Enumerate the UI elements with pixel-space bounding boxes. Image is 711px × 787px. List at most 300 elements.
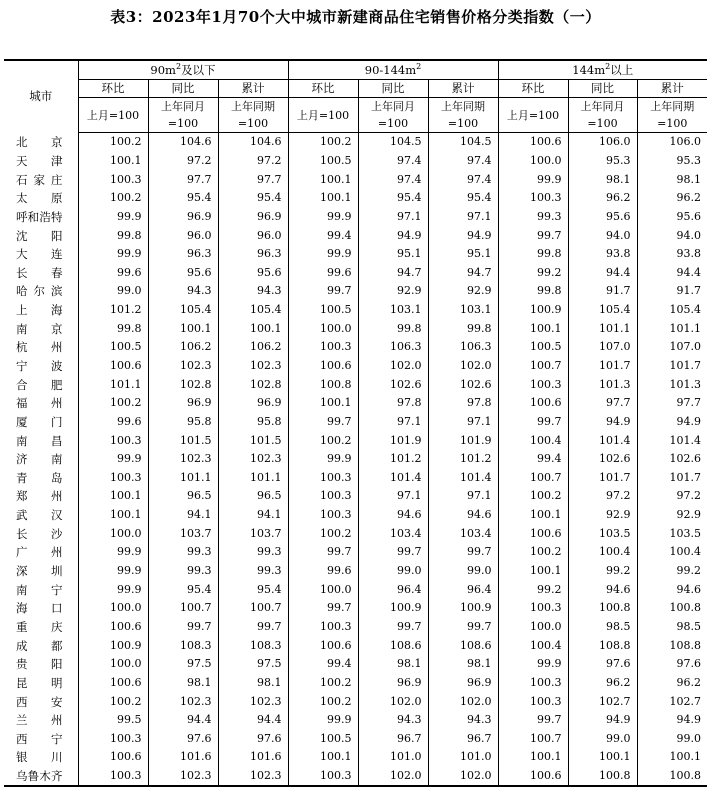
index-value: 100.4	[568, 543, 637, 562]
index-value: 98.1	[637, 170, 707, 189]
index-value: 102.0	[428, 692, 498, 711]
table-row	[4, 357, 707, 376]
table-row	[4, 767, 707, 787]
index-value: 102.3	[148, 357, 218, 376]
city-name: 天津	[4, 152, 78, 171]
index-value: 99.9	[78, 562, 148, 581]
index-value: 99.0	[358, 562, 428, 581]
index-value: 99.7	[288, 599, 358, 618]
table-row	[4, 655, 707, 674]
table-row	[4, 301, 707, 320]
index-value: 97.2	[637, 487, 707, 506]
index-value: 100.1	[78, 506, 148, 525]
city-name: 大连	[4, 245, 78, 264]
index-value: 96.7	[428, 730, 498, 749]
index-value: 91.7	[568, 282, 637, 301]
index-value: 101.0	[428, 748, 498, 767]
index-value: 97.7	[637, 394, 707, 413]
index-value: 108.6	[358, 636, 428, 655]
group-header-large: $144m^2$以上	[498, 60, 707, 80]
index-value: 95.6	[218, 263, 288, 282]
index-value: 100.6	[78, 748, 148, 767]
base-label-yoy: 上年同月=100	[568, 98, 637, 133]
index-value: 94.4	[637, 263, 707, 282]
table-row	[4, 618, 707, 637]
index-value: 92.9	[568, 506, 637, 525]
index-value: 100.1	[498, 506, 568, 525]
city-name: 贵阳	[4, 655, 78, 674]
city-name: 西安	[4, 692, 78, 711]
index-value: 103.7	[148, 524, 218, 543]
index-value: 95.4	[218, 189, 288, 208]
index-value: 99.7	[288, 282, 358, 301]
base-label-cumulative: 上年同期=100	[637, 98, 707, 133]
index-value: 100.1	[637, 748, 707, 767]
index-value: 100.2	[498, 487, 568, 506]
index-value: 96.0	[148, 226, 218, 245]
index-value: 96.9	[148, 394, 218, 413]
index-value: 99.7	[288, 413, 358, 432]
index-value: 98.1	[218, 674, 288, 693]
index-value: 102.8	[148, 375, 218, 394]
index-value: 99.7	[358, 618, 428, 637]
index-value: 100.5	[288, 301, 358, 320]
index-value: 100.4	[498, 431, 568, 450]
index-value: 99.9	[288, 245, 358, 264]
index-value: 100.6	[498, 133, 568, 152]
index-value: 100.3	[288, 506, 358, 525]
index-value: 100.1	[498, 562, 568, 581]
index-value: 94.6	[637, 580, 707, 599]
index-value: 100.3	[288, 487, 358, 506]
index-value: 102.7	[637, 692, 707, 711]
index-value: 100.1	[288, 170, 358, 189]
subheader-mom: 环比	[78, 80, 148, 98]
base-label-yoy: 上年同月=100	[358, 98, 428, 133]
city-column-header: 城市	[4, 60, 78, 133]
index-value: 97.5	[218, 655, 288, 674]
index-value: 100.2	[78, 394, 148, 413]
table-row	[4, 730, 707, 749]
index-value: 100.3	[288, 618, 358, 637]
index-value: 98.5	[568, 618, 637, 637]
index-value: 102.3	[218, 357, 288, 376]
subheader-cumulative: 累计	[218, 80, 288, 98]
table-row	[4, 748, 707, 767]
index-value: 101.5	[148, 431, 218, 450]
index-value: 102.3	[148, 450, 218, 469]
index-value: 99.3	[148, 562, 218, 581]
index-value: 97.1	[428, 487, 498, 506]
index-value: 94.1	[148, 506, 218, 525]
city-name: 长沙	[4, 524, 78, 543]
city-name: 成都	[4, 636, 78, 655]
table-row	[4, 133, 707, 152]
index-value: 96.9	[218, 394, 288, 413]
index-value: 100.6	[288, 357, 358, 376]
table-row	[4, 394, 707, 413]
index-value: 99.3	[148, 543, 218, 562]
index-value: 95.1	[358, 245, 428, 264]
index-value: 94.6	[428, 506, 498, 525]
index-value: 94.7	[428, 263, 498, 282]
table-row	[4, 692, 707, 711]
index-value: 100.6	[78, 357, 148, 376]
table-row	[4, 170, 707, 189]
city-name: 南宁	[4, 580, 78, 599]
index-value: 94.0	[637, 226, 707, 245]
index-value: 96.9	[358, 674, 428, 693]
index-value: 100.3	[78, 767, 148, 787]
base-label-mom: 上月=100	[288, 98, 358, 133]
index-value: 94.9	[428, 226, 498, 245]
city-name: 昆明	[4, 674, 78, 693]
city-name: 长春	[4, 263, 78, 282]
index-value: 99.7	[358, 543, 428, 562]
city-name: 西宁	[4, 730, 78, 749]
index-value: 100.0	[78, 655, 148, 674]
table-row	[4, 562, 707, 581]
index-value: 99.6	[288, 562, 358, 581]
city-name: 哈尔滨	[4, 282, 78, 301]
index-value: 102.3	[218, 692, 288, 711]
table-row	[4, 431, 707, 450]
index-value: 100.9	[498, 301, 568, 320]
index-value: 100.3	[78, 431, 148, 450]
index-value: 103.7	[218, 524, 288, 543]
index-value: 94.9	[637, 413, 707, 432]
index-value: 94.0	[568, 226, 637, 245]
city-name: 石家庄	[4, 170, 78, 189]
index-value: 102.0	[428, 767, 498, 787]
city-name: 沈阳	[4, 226, 78, 245]
subheader-yoy: 同比	[148, 80, 218, 98]
index-value: 97.7	[568, 394, 637, 413]
index-value: 99.6	[78, 413, 148, 432]
index-value: 102.6	[428, 375, 498, 394]
index-value: 96.2	[637, 189, 707, 208]
index-value: 99.7	[498, 226, 568, 245]
index-value: 99.9	[78, 245, 148, 264]
index-value: 95.1	[428, 245, 498, 264]
index-value: 104.6	[218, 133, 288, 152]
index-value: 101.5	[218, 431, 288, 450]
group-header-medium: $90-144m^2$	[288, 60, 498, 80]
index-value: 105.4	[637, 301, 707, 320]
index-value: 102.0	[358, 357, 428, 376]
index-value: 100.9	[358, 599, 428, 618]
city-name: 青岛	[4, 469, 78, 488]
index-value: 101.1	[637, 319, 707, 338]
index-value: 99.8	[78, 319, 148, 338]
index-value: 100.3	[498, 599, 568, 618]
index-value: 95.4	[218, 580, 288, 599]
index-value: 108.8	[637, 636, 707, 655]
index-value: 96.0	[218, 226, 288, 245]
index-value: 100.1	[498, 748, 568, 767]
index-value: 94.9	[637, 711, 707, 730]
index-value: 100.8	[637, 599, 707, 618]
index-value: 102.8	[218, 375, 288, 394]
index-value: 100.1	[498, 319, 568, 338]
index-value: 101.3	[637, 375, 707, 394]
index-value: 101.1	[568, 319, 637, 338]
city-name: 太原	[4, 189, 78, 208]
index-value: 99.4	[498, 450, 568, 469]
index-value: 102.3	[218, 767, 288, 787]
index-value: 100.1	[288, 189, 358, 208]
index-value: 102.7	[568, 692, 637, 711]
index-value: 99.3	[218, 562, 288, 581]
index-value: 95.6	[637, 208, 707, 227]
index-value: 98.1	[568, 170, 637, 189]
table-row	[4, 524, 707, 543]
city-name: 郑州	[4, 487, 78, 506]
city-name: 兰州	[4, 711, 78, 730]
index-value: 100.0	[288, 580, 358, 599]
index-value: 100.6	[78, 618, 148, 637]
index-value: 100.6	[288, 636, 358, 655]
index-value: 99.7	[498, 711, 568, 730]
index-value: 99.6	[78, 263, 148, 282]
index-value: 96.2	[568, 674, 637, 693]
index-value: 93.8	[637, 245, 707, 264]
index-value: 96.9	[428, 674, 498, 693]
index-value: 99.4	[288, 226, 358, 245]
index-value: 94.3	[218, 282, 288, 301]
index-value: 98.1	[428, 655, 498, 674]
table-row	[4, 487, 707, 506]
index-value: 100.5	[288, 730, 358, 749]
index-value: 99.6	[288, 263, 358, 282]
index-value: 107.0	[568, 338, 637, 357]
index-value: 99.7	[428, 618, 498, 637]
index-value: 96.3	[148, 245, 218, 264]
index-value: 100.4	[498, 636, 568, 655]
index-value: 100.0	[288, 319, 358, 338]
index-value: 100.1	[288, 748, 358, 767]
table-row	[4, 711, 707, 730]
table-row	[4, 189, 707, 208]
index-value: 101.4	[358, 469, 428, 488]
index-value: 99.0	[428, 562, 498, 581]
index-value: 97.4	[428, 152, 498, 171]
index-value: 100.3	[78, 469, 148, 488]
city-name: 上海	[4, 301, 78, 320]
index-value: 101.9	[428, 431, 498, 450]
index-value: 99.4	[288, 655, 358, 674]
index-value: 108.8	[568, 636, 637, 655]
index-value: 101.6	[148, 748, 218, 767]
index-value: 97.1	[358, 413, 428, 432]
index-value: 99.8	[498, 282, 568, 301]
index-value: 100.1	[568, 748, 637, 767]
index-value: 102.3	[148, 767, 218, 787]
index-value: 95.3	[637, 152, 707, 171]
city-name: 济南	[4, 450, 78, 469]
subheader-yoy: 同比	[358, 80, 428, 98]
city-name: 广州	[4, 543, 78, 562]
city-name: 合肥	[4, 375, 78, 394]
index-value: 102.3	[148, 692, 218, 711]
index-value: 92.9	[428, 282, 498, 301]
index-value: 99.8	[78, 226, 148, 245]
index-value: 100.2	[498, 543, 568, 562]
index-value: 99.3	[498, 208, 568, 227]
index-value: 95.6	[568, 208, 637, 227]
index-value: 94.4	[568, 263, 637, 282]
base-label-yoy: 上年同月=100	[148, 98, 218, 133]
base-label-cumulative: 上年同期=100	[218, 98, 288, 133]
index-value: 100.0	[78, 524, 148, 543]
index-value: 100.8	[288, 375, 358, 394]
index-value: 100.2	[288, 524, 358, 543]
index-value: 95.4	[148, 580, 218, 599]
index-value: 99.2	[498, 263, 568, 282]
index-value: 102.6	[637, 450, 707, 469]
index-value: 95.6	[148, 263, 218, 282]
index-value: 98.1	[148, 674, 218, 693]
index-value: 99.9	[288, 711, 358, 730]
index-value: 105.4	[148, 301, 218, 320]
index-value: 108.3	[218, 636, 288, 655]
index-value: 96.4	[428, 580, 498, 599]
index-value: 94.6	[568, 580, 637, 599]
city-name: 乌鲁木齐	[4, 767, 78, 787]
index-value: 96.5	[148, 487, 218, 506]
city-name: 重庆	[4, 618, 78, 637]
index-value: 106.2	[218, 338, 288, 357]
index-value: 95.4	[148, 189, 218, 208]
index-value: 97.7	[148, 170, 218, 189]
index-value: 99.0	[637, 730, 707, 749]
index-value: 96.2	[568, 189, 637, 208]
index-value: 94.9	[568, 711, 637, 730]
index-value: 102.6	[358, 375, 428, 394]
subheader-cumulative: 累计	[428, 80, 498, 98]
index-value: 106.3	[358, 338, 428, 357]
index-value: 94.4	[218, 711, 288, 730]
index-value: 101.3	[568, 375, 637, 394]
index-value: 94.1	[218, 506, 288, 525]
index-value: 100.1	[148, 319, 218, 338]
index-value: 100.1	[78, 152, 148, 171]
index-value: 101.1	[148, 469, 218, 488]
index-value: 101.7	[568, 469, 637, 488]
index-value: 99.0	[568, 730, 637, 749]
index-value: 101.7	[637, 357, 707, 376]
index-value: 100.5	[498, 338, 568, 357]
index-value: 99.9	[498, 170, 568, 189]
index-value: 99.7	[498, 413, 568, 432]
index-value: 96.7	[358, 730, 428, 749]
city-name: 南京	[4, 319, 78, 338]
table-row	[4, 450, 707, 469]
index-value: 102.0	[358, 692, 428, 711]
subheader-yoy: 同比	[568, 80, 637, 98]
index-value: 101.4	[637, 431, 707, 450]
index-value: 105.4	[568, 301, 637, 320]
index-value: 100.3	[78, 730, 148, 749]
city-name: 呼和浩特	[4, 208, 78, 227]
index-value: 102.0	[358, 767, 428, 787]
index-value: 94.9	[568, 413, 637, 432]
index-value: 96.3	[218, 245, 288, 264]
index-value: 97.6	[568, 655, 637, 674]
city-name: 杭州	[4, 338, 78, 357]
index-value: 95.8	[148, 413, 218, 432]
index-value: 96.5	[218, 487, 288, 506]
index-value: 94.9	[358, 226, 428, 245]
index-value: 103.4	[358, 524, 428, 543]
index-value: 95.8	[218, 413, 288, 432]
index-value: 106.3	[428, 338, 498, 357]
index-value: 96.9	[148, 208, 218, 227]
index-value: 97.5	[148, 655, 218, 674]
index-value: 100.0	[498, 618, 568, 637]
city-name: 海口	[4, 599, 78, 618]
index-value: 101.6	[218, 748, 288, 767]
index-value: 101.2	[78, 301, 148, 320]
index-value: 103.5	[568, 524, 637, 543]
index-value: 99.9	[78, 543, 148, 562]
index-value: 93.8	[568, 245, 637, 264]
index-value: 101.4	[428, 469, 498, 488]
index-value: 97.4	[358, 152, 428, 171]
table-row	[4, 338, 707, 357]
index-value: 104.5	[428, 133, 498, 152]
index-value: 100.9	[78, 636, 148, 655]
table-row	[4, 580, 707, 599]
index-value: 100.9	[428, 599, 498, 618]
base-label-mom: 上月=100	[78, 98, 148, 133]
index-value: 100.6	[498, 394, 568, 413]
table-row	[4, 226, 707, 245]
index-value: 101.2	[358, 450, 428, 469]
index-value: 99.7	[288, 543, 358, 562]
index-value: 106.0	[637, 133, 707, 152]
index-value: 97.1	[428, 413, 498, 432]
index-value: 100.3	[498, 189, 568, 208]
index-value: 98.1	[358, 655, 428, 674]
index-value: 100.3	[78, 170, 148, 189]
city-name: 南昌	[4, 431, 78, 450]
index-value: 100.6	[498, 524, 568, 543]
index-value: 104.6	[148, 133, 218, 152]
price-index-table	[4, 59, 707, 787]
index-value: 105.4	[218, 301, 288, 320]
index-value: 100.0	[78, 599, 148, 618]
index-value: 99.9	[498, 655, 568, 674]
index-value: 100.2	[288, 133, 358, 152]
index-value: 103.1	[428, 301, 498, 320]
index-value: 103.1	[358, 301, 428, 320]
index-value: 99.8	[498, 245, 568, 264]
index-value: 99.5	[78, 711, 148, 730]
index-value: 97.4	[428, 170, 498, 189]
index-value: 97.2	[568, 487, 637, 506]
index-value: 96.4	[358, 580, 428, 599]
index-value: 92.9	[358, 282, 428, 301]
index-value: 99.8	[358, 319, 428, 338]
index-value: 94.3	[428, 711, 498, 730]
index-value: 96.9	[218, 208, 288, 227]
city-name: 厦门	[4, 413, 78, 432]
index-value: 102.3	[218, 450, 288, 469]
index-value: 107.0	[637, 338, 707, 357]
index-value: 99.9	[288, 450, 358, 469]
index-value: 100.2	[78, 133, 148, 152]
